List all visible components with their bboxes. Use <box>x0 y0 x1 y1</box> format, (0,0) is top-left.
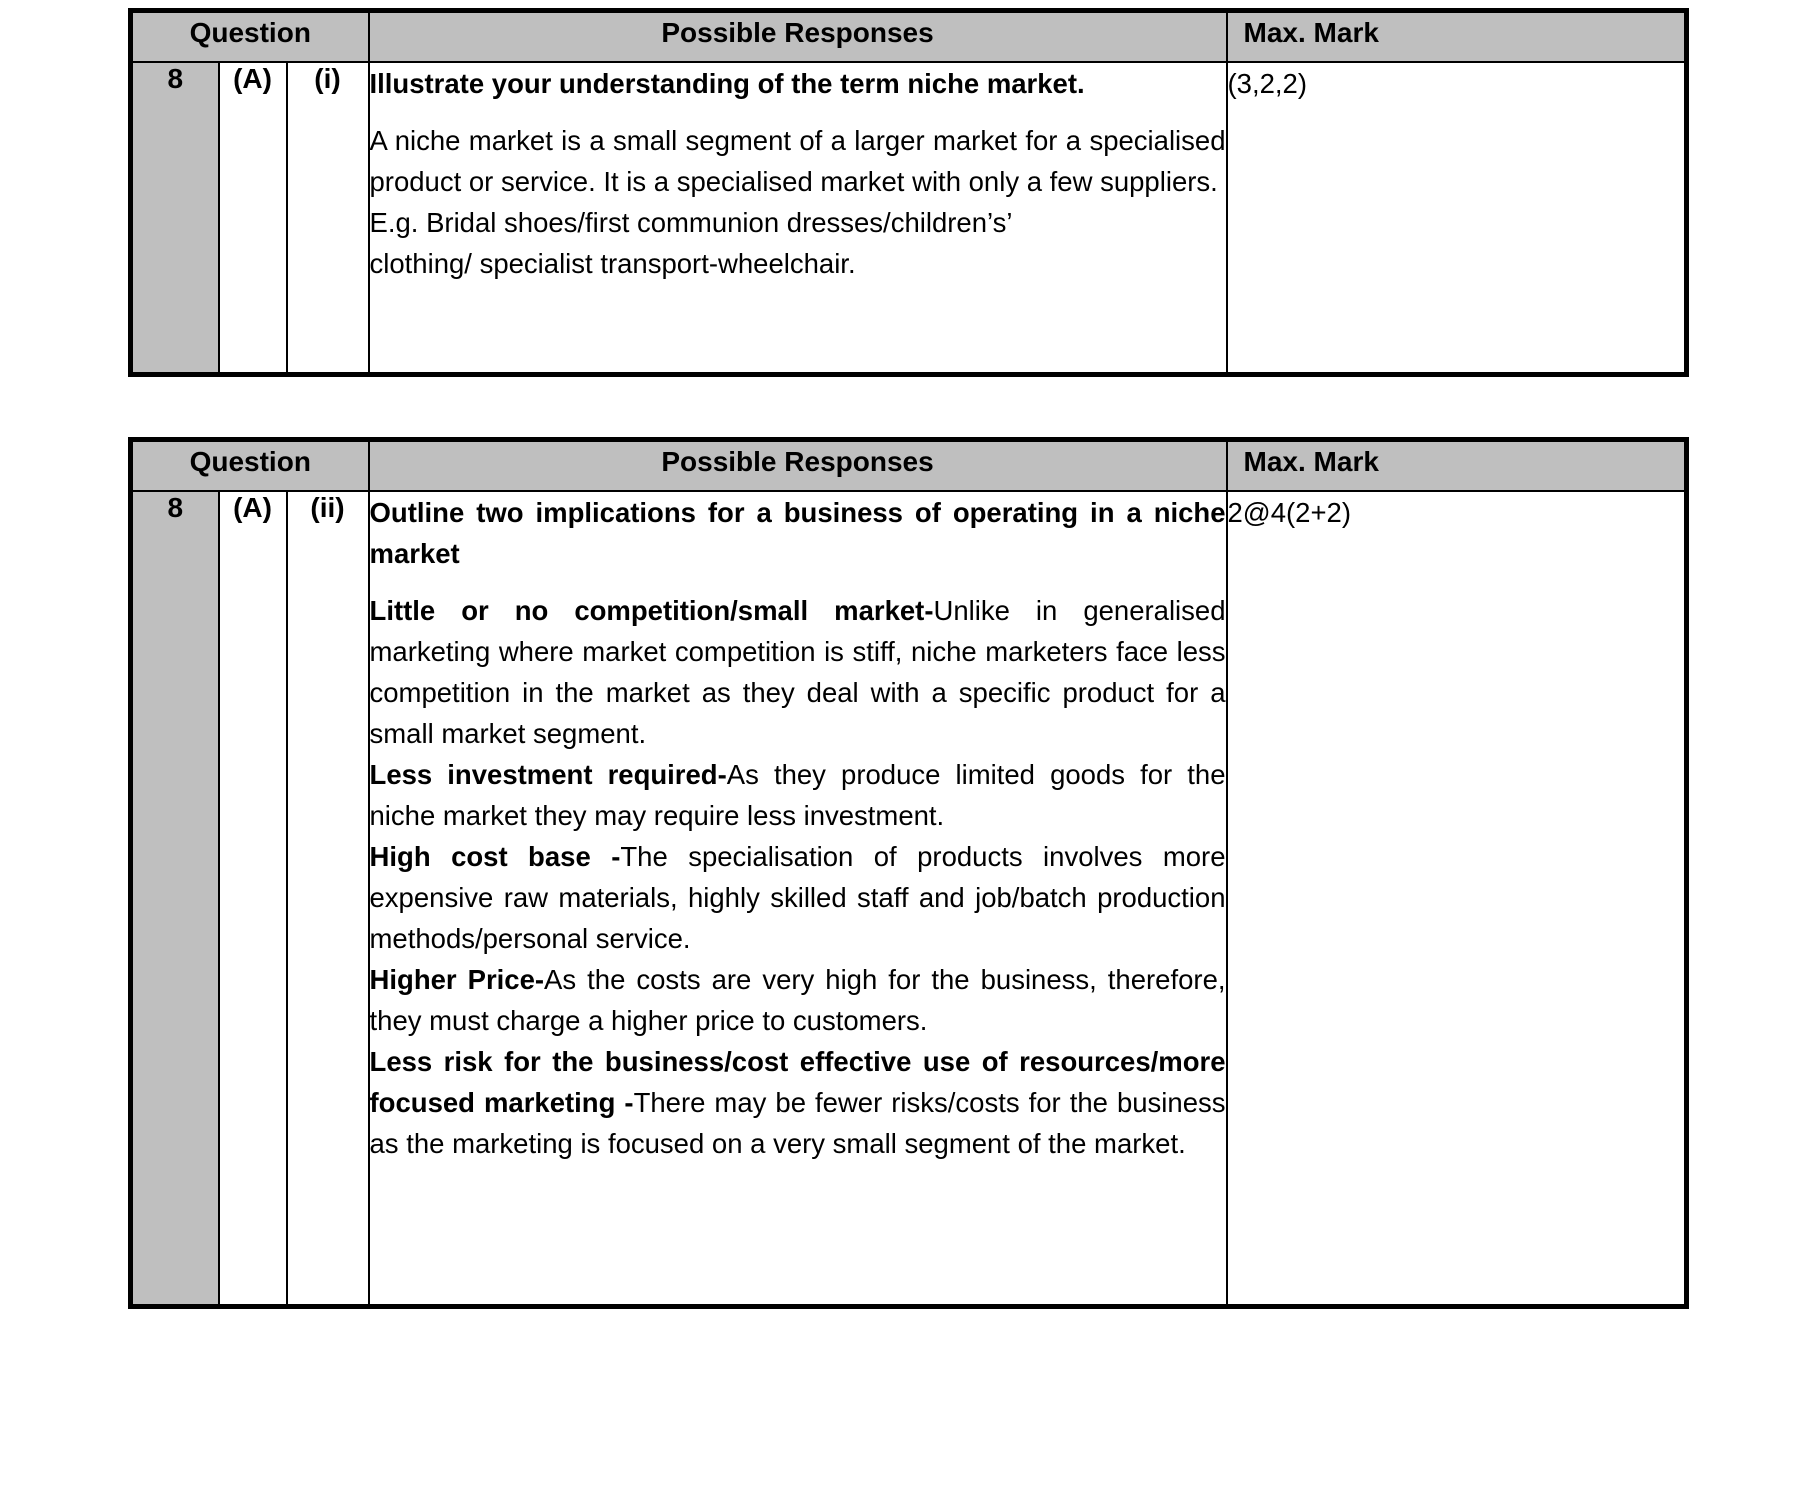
paragraph-text: As they produce limited goods for the niche market they may require less investment. <box>369 758 1226 831</box>
response-title: Illustrate your understanding of the term niche market. <box>369 68 1085 99</box>
response-example <box>370 202 1226 284</box>
possible-responses-header: Possible Responses <box>369 439 1227 491</box>
response-paragraph <box>370 1041 1226 1164</box>
marking-table-q8ai <box>128 8 1689 377</box>
question-part-cell: (A) <box>219 62 287 374</box>
header-row <box>131 439 1687 491</box>
question-header: Question <box>131 439 369 491</box>
paragraph-text: Unlike in generalised marketing where market competition is stiff, niche marketers face less competition in the market as they deal with a specific product for a small market segment. <box>369 594 1226 749</box>
header-row <box>131 11 1687 63</box>
example-line: clothing/ specialist transport-wheelchair. <box>369 248 856 279</box>
paragraph-lead: Less investment required- <box>369 758 727 790</box>
table-row <box>131 62 1687 374</box>
response-paragraph <box>370 959 1226 1041</box>
response-title: Outline two implications for a business of operating in a niche market <box>369 496 1226 569</box>
response-paragraph <box>370 836 1226 959</box>
paragraph-lead: High cost base - <box>369 840 621 872</box>
question-part-cell: (A) <box>219 491 287 1307</box>
question-subpart-cell: (ii) <box>287 491 369 1307</box>
response-cell <box>369 62 1227 374</box>
response-body: A niche market is a small segment of a larger market for a specialised product or service. It is a specialised market with only a few suppliers. <box>369 125 1226 197</box>
paragraph-lead: Less risk for the business/cost effective use of resources/more focused marketing - <box>369 1045 1226 1118</box>
paragraph-text: The specialisation of products involves more expensive raw materials, highly skilled staff and job/batch production methods/personal service. <box>369 840 1226 954</box>
response-cell <box>369 491 1227 1307</box>
response-paragraph <box>370 590 1226 754</box>
question-number-cell: 8 <box>131 491 219 1307</box>
response-paragraph <box>370 754 1226 836</box>
question-header: Question <box>131 11 369 63</box>
max-mark-value: 2@4(2+2) <box>1227 496 1351 528</box>
table-row <box>131 491 1687 1307</box>
max-mark-value: (3,2,2) <box>1227 68 1307 99</box>
paragraph-text: There may be fewer risks/costs for the business as the marketing is focused on a very small segment of the market. <box>369 1086 1226 1159</box>
example-line: E.g. Bridal shoes/first communion dresses/children’s’ <box>369 207 1013 238</box>
paragraph-lead: Little or no competition/small market- <box>369 594 934 626</box>
paragraph-lead: Higher Price- <box>369 963 545 995</box>
max-mark-cell <box>1227 491 1687 1307</box>
max-mark-header: Max. Mark <box>1227 439 1687 491</box>
question-subpart-cell: (i) <box>287 62 369 374</box>
paragraph-text: As the costs are very high for the business, therefore, they must charge a higher price to customers. <box>369 963 1226 1036</box>
max-mark-cell <box>1227 62 1687 374</box>
possible-responses-header: Possible Responses <box>369 11 1227 63</box>
question-number-cell: 8 <box>131 62 219 374</box>
max-mark-header: Max. Mark <box>1227 11 1687 63</box>
marking-table-q8aii <box>128 437 1689 1310</box>
